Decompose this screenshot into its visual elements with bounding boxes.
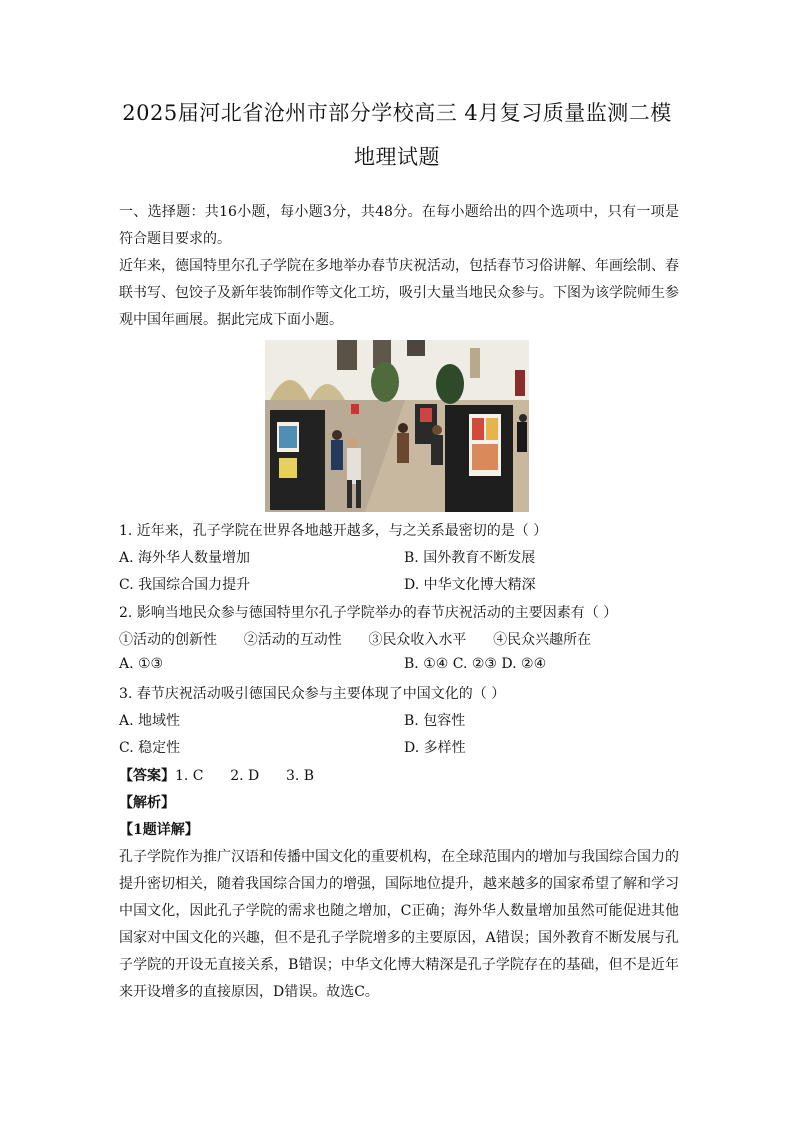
q2-items: ①活动的创新性 ②活动的互动性 ③民众收入水平 ④民众兴趣所在 xyxy=(119,632,592,648)
document-subtitle: 地理试题 xyxy=(354,145,440,169)
q1-stem: 1. 近年来，孔子学院在世界各地越开越多，与之关系最密切的是（ ） xyxy=(119,523,548,539)
q2-stem: 2. 影响当地民众参与德国特里尔孔子学院举办的春节庆祝活动的主要因素有（ ） xyxy=(119,605,618,621)
q1-option-b: B. 国外教育不断发展 xyxy=(404,550,536,566)
document-title: 2025届河北省沧州市部分学校高三 4月复习质量监测二模 xyxy=(122,101,672,125)
q1-option-a: A. 海外华人数量增加 xyxy=(119,550,251,566)
answer-text: 1. C 2. D 3. B xyxy=(175,768,315,784)
exhibition-photo xyxy=(265,340,529,512)
answer-label: 【答案】 xyxy=(119,768,175,784)
q3-option-d: D. 多样性 xyxy=(404,740,466,756)
q3-option-b: B. 包容性 xyxy=(404,713,466,729)
answer-line xyxy=(119,765,314,785)
detail-paragraph: 孔子学院作为推广汉语和传播中国文化的重要机构，在全球范围内的增加与我国综合国力的提升密切相关，随着我国综合国力的增强，国际地位提升，越来越多的国家希望了解和学习中国文化，因此孔子学院的需求也随之增加，C正确；海外华人数量增加虽然可能促进其他国家对中国文化的兴趣，但不是孔子学院增多的主要原因，A错误；国外教育不断发展与孔子学院的开设无直接关系，B错误；中华文化博大精深是孔子学院存在的基础，但不是近年来开设增多的直接原因，D错误。故选C。 xyxy=(119,849,679,1000)
analysis-label: 【解析】 xyxy=(119,795,175,811)
q3-stem: 3. 春节庆祝活动吸引德国民众参与主要体现了中国文化的（ ） xyxy=(119,686,506,702)
q2-options-bcd: B. ①④ C. ②③ D. ②④ xyxy=(404,656,547,672)
detail-label: 【1题详解】 xyxy=(119,822,199,838)
q1-option-d: D. 中华文化博大精深 xyxy=(404,577,536,593)
section-header: 一、选择题：共16小题，每小题3分，共48分。在每小题给出的四个选项中，只有一项是符合题目要求的。 xyxy=(119,204,679,247)
q1-option-c: C. 我国综合国力提升 xyxy=(119,577,251,593)
intro-paragraph: 近年来，德国特里尔孔子学院在多地举办春节庆祝活动，包括春节习俗讲解、年画绘制、春联书写、包饺子及新年装饰制作等文化工坊，吸引大量当地民众参与。下图为该学院师生参观中国年画展。据此完成下面小题。 xyxy=(119,258,679,328)
q2-option-a: A. ①③ xyxy=(119,656,164,672)
q3-option-c: C. 稳定性 xyxy=(119,740,181,756)
q3-option-a: A. 地域性 xyxy=(119,713,181,729)
